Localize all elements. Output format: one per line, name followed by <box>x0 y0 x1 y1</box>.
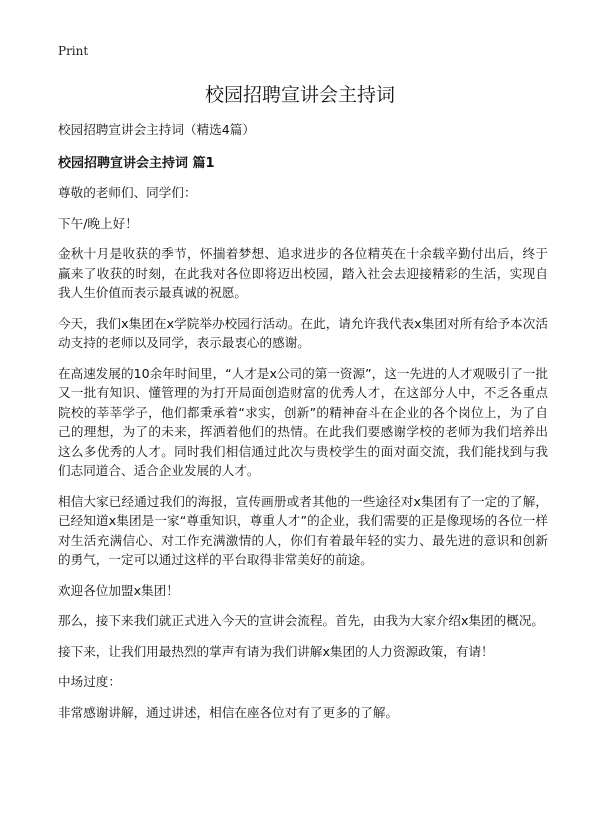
document-subtitle: 校园招聘宣讲会主持词（精选4篇） <box>58 122 255 137</box>
paragraph-process: 那么，接下来我们就正式进入今天的宣讲会流程。首先，由我为大家介绍x集团的概况。 <box>58 613 545 628</box>
paragraph-salutation: 下午/晚上好！ <box>58 215 138 231</box>
paragraph-greeting: 尊敬的老师们、同学们： <box>58 185 197 200</box>
section-heading: 校园招聘宣讲会主持词 篇1 <box>58 155 215 171</box>
paragraph-hr-policy: 接下来，让我们用最热烈的掌声有请为我们讲解x集团的人力资源政策，有请！ <box>58 643 494 659</box>
paragraph-closing: 非常感谢讲解，通过讲述，相信在座各位对有了更多的了解。 <box>58 704 399 720</box>
paragraph-thanks: 今天，我们x集团在x学院举办校园行活动。在此，请允许我代表x集团对所有给予本次活动支持的老师以及同学，表示最衷心的感谢。 <box>58 315 548 350</box>
document-body <box>58 120 548 733</box>
page-title: 校园招聘宣讲会主持词 <box>204 84 395 106</box>
print-link[interactable]: Print <box>58 44 89 58</box>
paragraph-understanding: 相信大家已经通过我们的海报，宣传画册或者其他的一些途径对x集团有了一定的了解，已经知道x集团是一家“尊重知识，尊重人才”的企业，我们需要的正是像现场的各位一样对生活充满信心、对工作充满激情的人，你们有着最年轻的实力、最先进的意识和创新的勇气，一定可以通过这样的平台取得非常美好的前途。 <box>58 493 548 567</box>
paragraph-intermission: 中场过度： <box>58 674 121 689</box>
paragraph-welcome: 欢迎各位加盟x集团！ <box>58 582 179 598</box>
paragraph-intro: 金秋十月是收获的季节，怀揣着梦想、追求进步的各位精英在十余载辛勤付出后，终于赢来了收获的时刻，在此我对各位即将迈出校园，踏入社会去迎接精彩的生活，实现自我人生价值而表示最真诚的祝愿。 <box>58 246 548 300</box>
paragraph-talent: 在高速发展的10余年时间里，“人才是x公司的第一资源”，这一先进的人才观吸引了一批又一批有知识、懂管理的为打开局面创造财富的优秀人才，在这部分人中，不乏各重点院校的莘莘学子，他们都秉承着“求实，创新”的精神奋斗在企业的各个岗位上，为了自己的理想，为了的未来，挥洒着他们的热情。在此我们要感谢学校的老师为我们培养出这么多优秀的人才。同时我们相信通过此次与贵校学生的面对面交流，我们能找到与我们志同道合、适合企业发展的人才。 <box>58 365 548 478</box>
